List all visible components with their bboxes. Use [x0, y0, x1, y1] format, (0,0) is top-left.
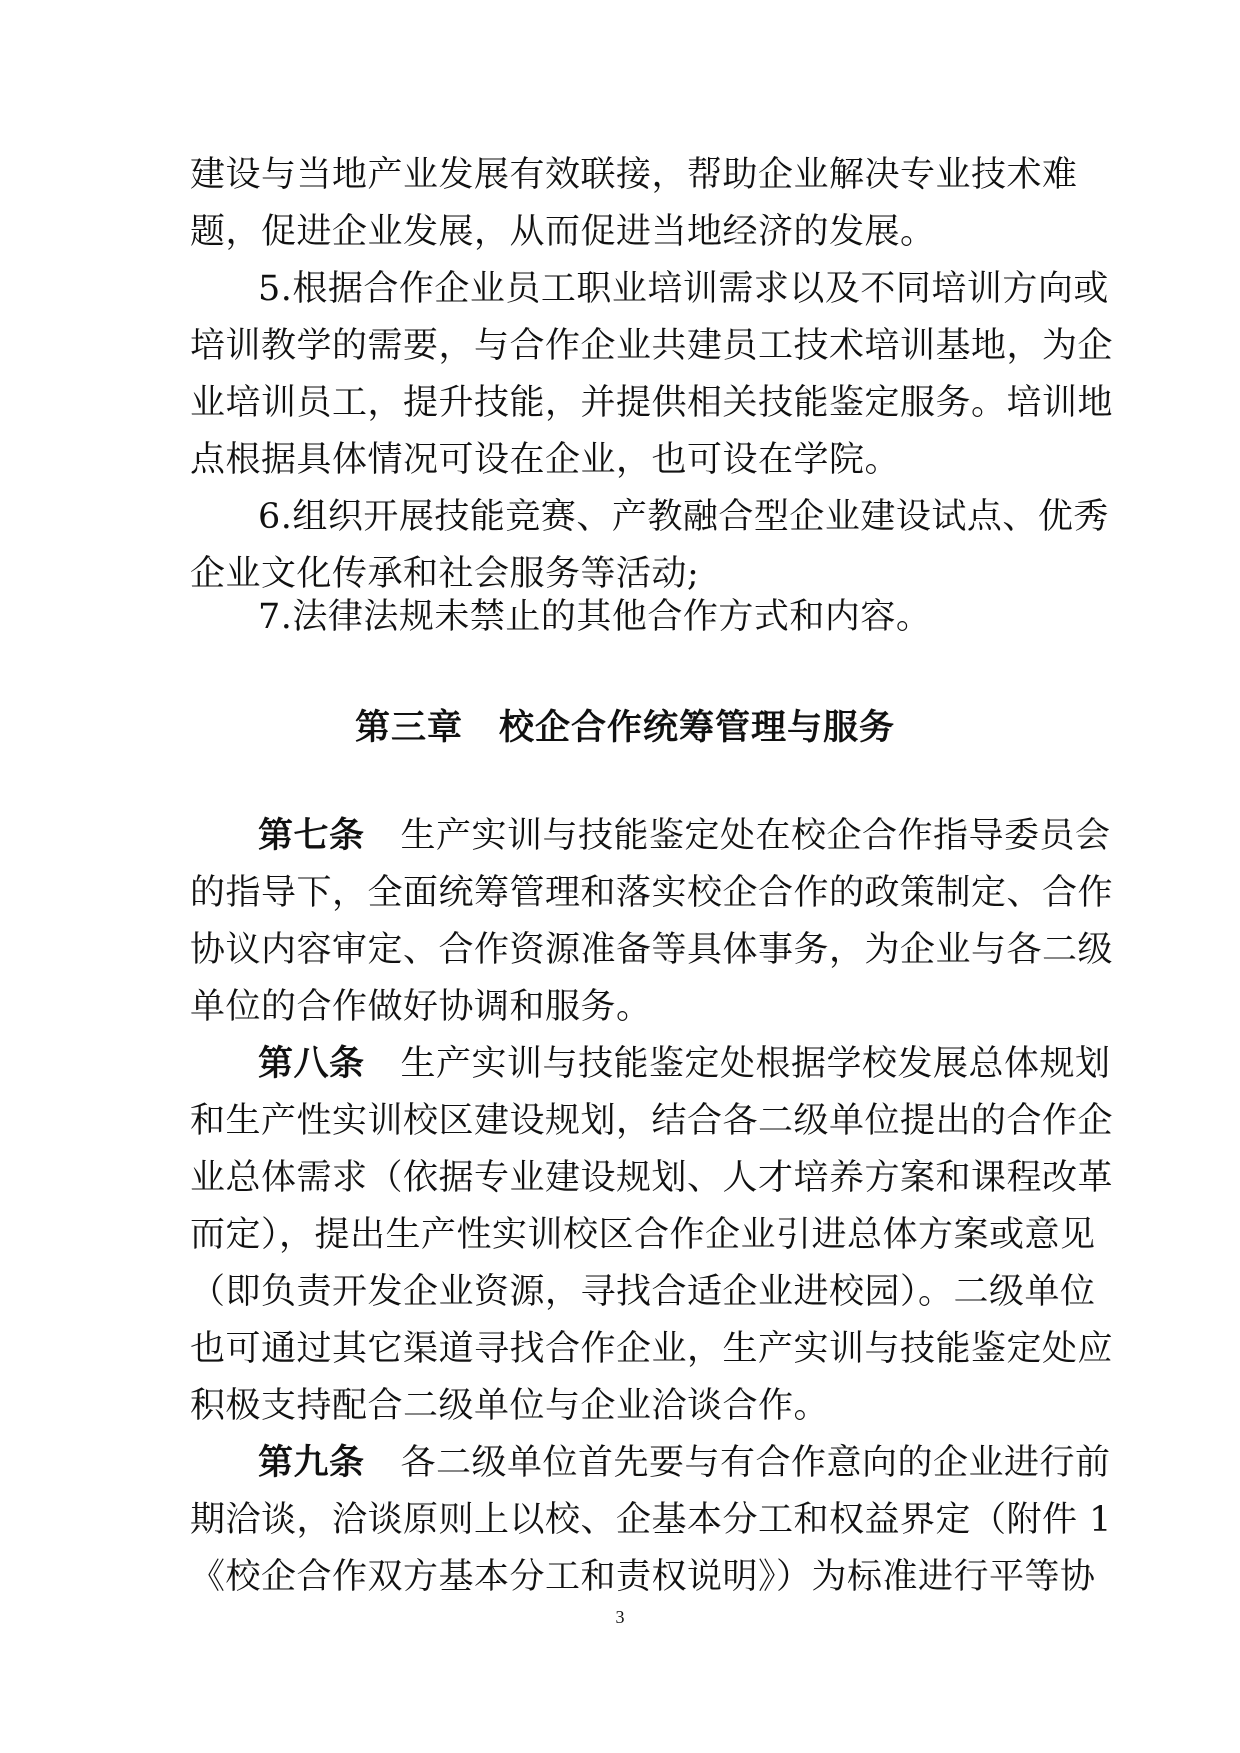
text-line: [190, 808, 1111, 865]
article-9: [190, 1435, 1112, 1606]
article-text: 生产实训与技能鉴定处根据学校发展总体规划: [400, 1044, 1111, 1084]
text-line: 业总体需求（依据专业建设规划、人才培养方案和课程改革: [190, 1158, 1114, 1198]
text-line: 6.组织开展技能竞赛、产教融合型企业建设试点、优秀: [258, 497, 1109, 537]
text-line: 期洽谈，洽谈原则上以校、企基本分工和权益界定（附件 1: [190, 1500, 1112, 1540]
list-item-6: [190, 489, 1109, 603]
text-line: 而定），提出生产性实训校区合作企业引进总体方案或意见: [190, 1215, 1096, 1255]
text-line: [190, 1036, 1111, 1093]
text-line: 业培训员工，提升技能，并提供相关技能鉴定服务。培训地: [190, 383, 1114, 423]
text-line: 培训教学的需要，与合作企业共建员工技术培训基地，为企: [190, 326, 1114, 366]
text-line: 5.根据合作企业员工职业培训需求以及不同培训方向或: [258, 269, 1109, 309]
text-line: [190, 1435, 1111, 1492]
list-item-5: [190, 261, 1114, 489]
article-8: [190, 1036, 1114, 1435]
page-number: 3: [615, 1607, 625, 1627]
text-line: 积极支持配合二级单位与企业洽谈合作。: [190, 1386, 830, 1426]
text-line: 单位的合作做好协调和服务。: [190, 987, 652, 1027]
article-label: 第九条: [258, 1443, 365, 1483]
chapter-title: 第三章 校企合作统筹管理与服务: [354, 708, 895, 748]
text-line: （即负责开发企业资源，寻找合适企业进校园）。二级单位: [190, 1272, 1096, 1312]
article-7: [190, 808, 1114, 1036]
article-text: 生产实训与技能鉴定处在校企合作指导委员会: [400, 816, 1111, 856]
text-line: 协议内容审定、合作资源准备等具体事务，为企业与各二级: [190, 930, 1114, 970]
text-line: 题，促进企业发展，从而促进当地经济的发展。: [190, 212, 936, 252]
paragraph-continuation: [190, 147, 1078, 261]
text-line: 点根据具体情况可设在企业，也可设在学院。: [190, 440, 901, 480]
article-label: 第八条: [258, 1044, 365, 1084]
text-line: 也可通过其它渠道寻找合作企业，生产实训与技能鉴定处应: [190, 1329, 1114, 1369]
list-item-7: [190, 589, 1060, 646]
text-line: 建设与当地产业发展有效联接，帮助企业解决专业技术难: [190, 155, 1078, 195]
text-line: 的指导下，全面统筹管理和落实校企合作的政策制定、合作: [190, 873, 1114, 913]
article-text: 各二级单位首先要与有合作意向的企业进行前: [400, 1443, 1111, 1483]
text-line: 和生产性实训校区建设规划，结合各二级单位提出的合作企: [190, 1101, 1114, 1141]
text-line: 7.法律法规未禁止的其他合作方式和内容。: [258, 597, 932, 637]
article-label: 第七条: [258, 816, 365, 856]
text-line: 《校企合作双方基本分工和责权说明》）为标准进行平等协: [190, 1557, 1096, 1597]
text-line: 企业文化传承和社会服务等活动;: [190, 554, 700, 594]
